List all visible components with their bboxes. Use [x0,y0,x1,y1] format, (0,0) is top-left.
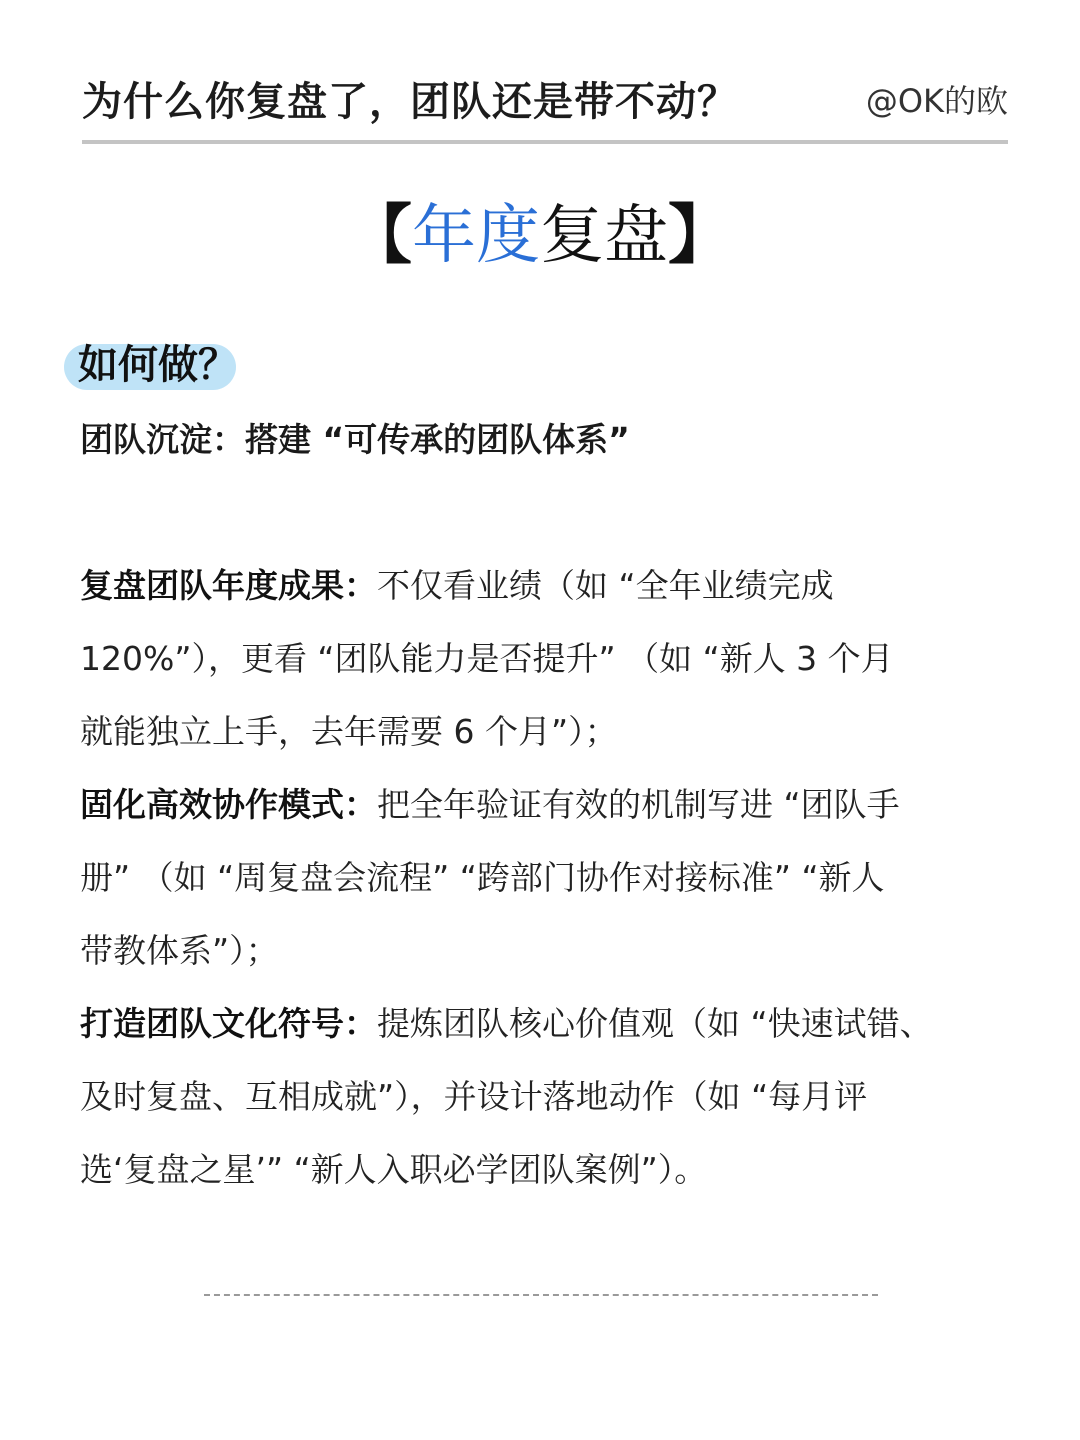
paragraph-text: 册” （如 “周复盘会流程” “跨部门协作对接标准” “新人 [80,858,885,897]
paragraph-text: 提炼团队核心价值观（如 “快速试错、 [377,1004,933,1043]
paragraph-line [80,1000,933,1048]
paragraph-line [80,854,885,902]
paragraph-line [80,781,900,829]
paragraph-text: 把全年验证有效的机制写进 “团队手 [377,785,900,824]
title-open-bracket: 【 [348,199,412,273]
paragraph-line [80,562,834,610]
dashed-divider [204,1294,878,1296]
title-rest-text: 复盘 [540,199,668,273]
paragraph-line [80,927,279,975]
paragraph-label: 打造团队文化符号： [80,1004,377,1043]
how-to-heading-text: 如何做？ [78,342,238,388]
title-accent-text: 年度 [412,199,540,273]
paragraph-line [80,1073,867,1121]
paragraph-text: 就能独立上手，去年需要 6 个月”）； [80,712,618,751]
paragraph-label: 固化高效协作模式： [80,785,377,824]
title-close-bracket: 】 [668,199,732,273]
paragraph-text: 带教体系”）； [80,931,279,970]
paragraph-label: 复盘团队年度成果： [80,566,377,605]
paragraph-text: 不仅看业绩（如 “全年业绩完成 [377,566,834,605]
paragraph-text: 120%”），更看 “团队能力是否提升” （如 “新人 3 个月 [80,639,894,678]
paragraph-line [80,635,894,683]
paragraph-line [80,708,618,756]
paragraph-text: 及时复盘、互相成就”），并设计落地动作（如 “每月评 [80,1077,868,1116]
paragraph-line [80,1146,707,1194]
author-handle: @OK的欧 [865,82,1008,120]
section-title [0,196,1080,276]
page-header [82,62,1008,144]
paragraph-text: 选‘复盘之星’” “新人入职必学团队案例”）。 [80,1150,708,1189]
page-title: 为什么你复盘了，团队还是带不动？ [82,79,738,125]
team-subheading: 团队沉淀：搭建 “可传承的团队体系” [80,420,630,459]
